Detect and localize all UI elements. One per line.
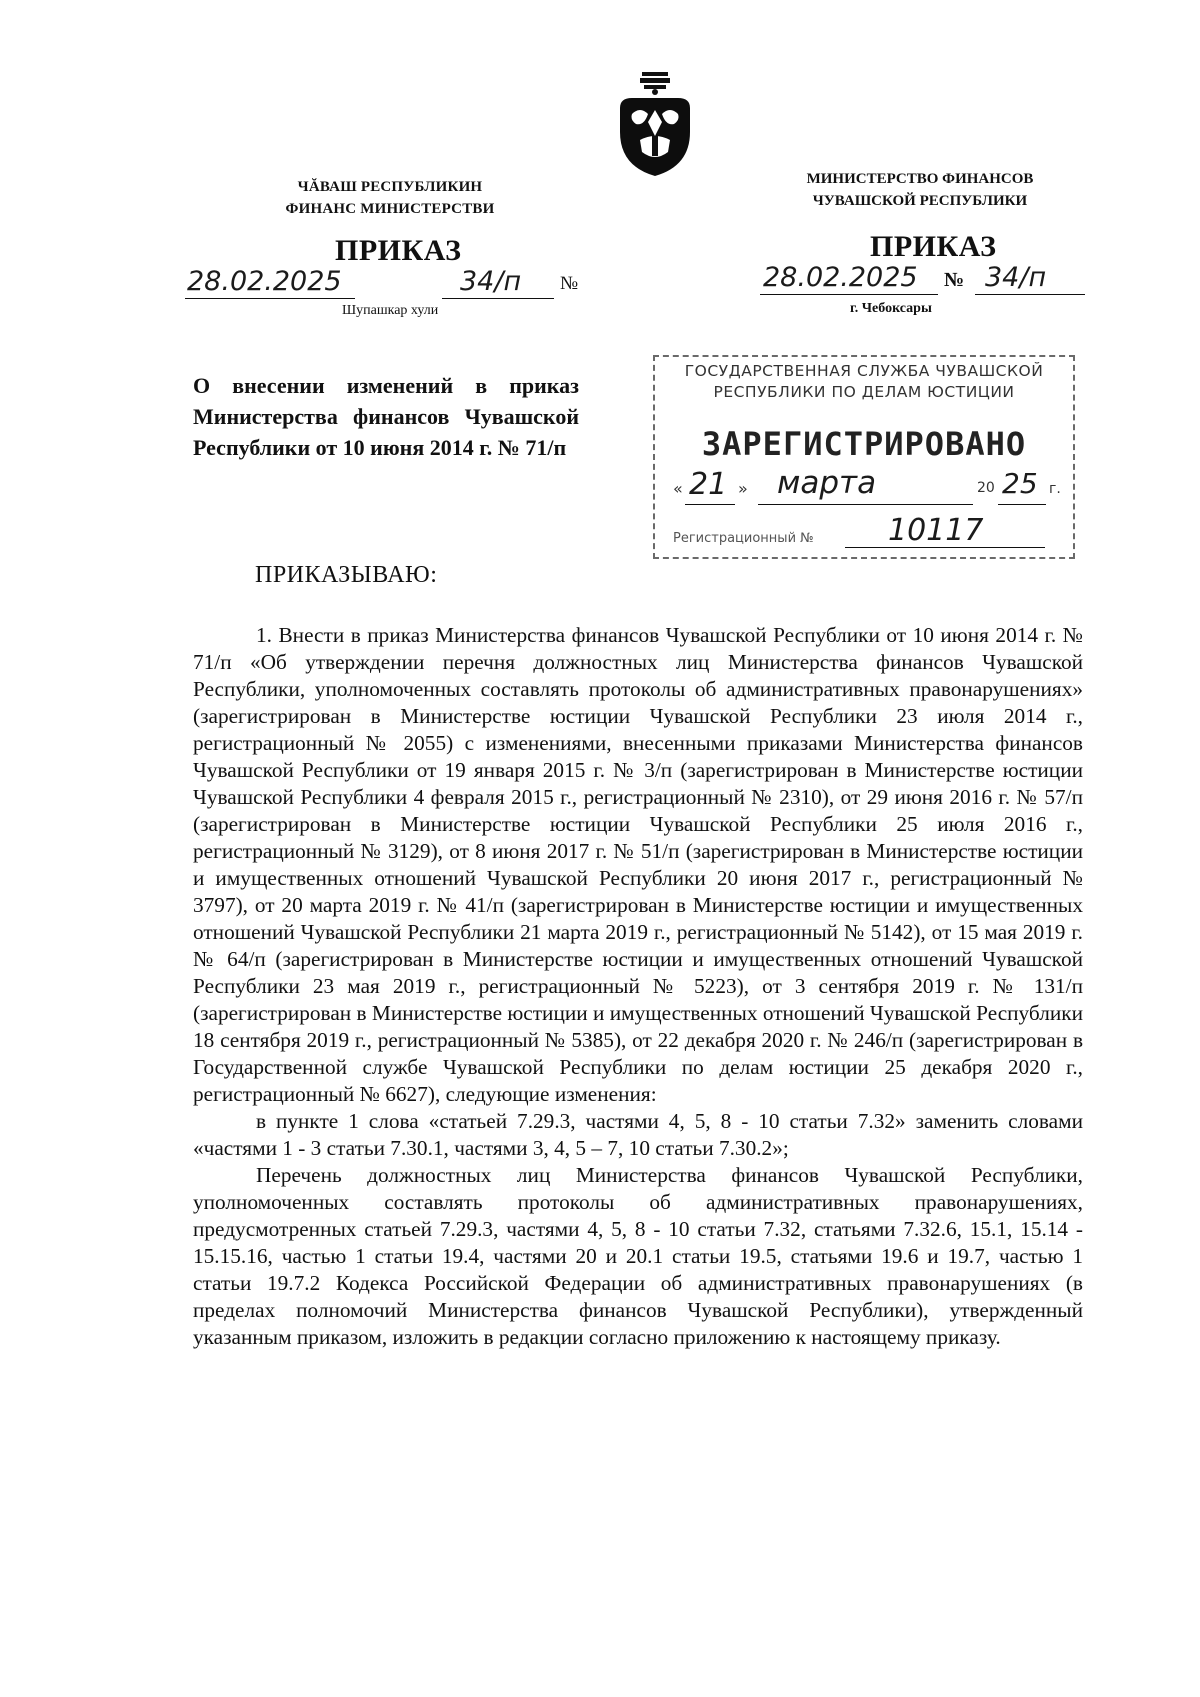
header-chuvash-ministry-name [240, 176, 540, 220]
order-title-left: ПРИКАЗ [335, 234, 462, 267]
date-underline-right [760, 294, 938, 295]
order-date-right: 28.02.2025 [763, 262, 918, 293]
place-right: г. Чебоксары [850, 301, 932, 316]
stamp-year-prefix: 20 [977, 480, 995, 496]
stamp-month-underline [758, 504, 973, 505]
order-directive-word: ПРИКАЗЫВАЮ: [255, 562, 438, 588]
stamp-reg-label: Регистрационный № [673, 531, 814, 546]
stamp-reg-underline [845, 547, 1045, 548]
header-right-line1: МИНИСТЕРСТВО ФИНАНСОВ [806, 171, 1034, 187]
order-number-right: 34/п [985, 262, 1047, 293]
order-subject: О внесении изменений в приказ Министерства финансов Чувашской Республики от 10 июня 2014 г. № 71/п [193, 373, 579, 460]
stamp-year-underline [998, 504, 1046, 505]
number-underline-left [442, 298, 554, 299]
order-date-left: 28.02.2025 [187, 266, 342, 297]
header-left-line1: ЧĂВАШ РЕСПУБЛИКИН [297, 179, 483, 195]
header-russian-ministry-name [770, 168, 1070, 212]
stamp-quote-close: » [738, 479, 748, 498]
stamp-year-suffix: 25 [1002, 467, 1038, 500]
place-left: Шупашкар хули [342, 303, 439, 318]
stamp-status: ЗАРЕГИСТРИРОВАНО [701, 425, 1027, 463]
stamp-day: 21 [689, 467, 728, 502]
registration-stamp [653, 355, 1075, 559]
header-right-line2: ЧУВАШСКОЙ РЕСПУБЛИКИ [812, 193, 1028, 209]
order-body [193, 622, 1083, 1351]
order-title-right: ПРИКАЗ [870, 230, 997, 263]
date-underline-left [185, 298, 355, 299]
order-number-left: 34/п [460, 266, 522, 297]
stamp-month: марта [777, 465, 877, 501]
body-paragraph: 1. Внести в приказ Министерства финансов Чувашской Республики от 10 июня 2014 г. № 71/п «Об утверждении перечня должностных лиц Министерства финансов Чувашской Республики, уполномоченных составлять протоколы об административных правонарушениях» (зарегистрирован в Министерстве юстиции Чувашской Республики 23 июля 2014 г., регистрационный № 2055) с изменениями, внесенными приказами Министерства финансов Чувашской Республики от 19 января 2015 г. № 3/п (зарегистрирован в Министерстве юстиции Чувашской Республики 4 февраля 2015 г., регистрационный № 2310), от 29 июня 2016 г. № 57/п (зарегистрирован в Министерстве юстиции Чувашской Республики 25 июля 2016 г., регистрационный № 3129), от 8 июня 2017 г. № 51/п (зарегистрирован в Министерстве юстиции и имущественных отношений Чувашской Республики 20 июня 2017 г., регистрационный № 3797), от 20 марта 2019 г. № 41/п (зарегистрирован в Министерстве юстиции и имущественных отношений Чувашской Республики 21 марта 2019 г., регистрационный № 5142), от 15 мая 2019 г. № 64/п (зарегистрирован в Министерстве юстиции и имущественных отношений Чувашской Республики 23 мая 2019 г., регистрационный № 5223), от 3 сентября 2019 г. № 131/п (зарегистрирован в Министерстве юстиции и имущественных отношений Чувашской Республики 18 сентября 2019 г., регистрационный № 5385), от 22 декабря 2020 г. № 246/п (зарегистрирован в Государственной службе Чувашской Республики по делам юстиции 25 декабря 2020 г., регистрационный № 6627), следующие изменения: [193, 623, 1083, 1106]
number-underline-right [975, 294, 1085, 295]
body-paragraph: Перечень должностных лиц Министерства финансов Чувашской Республики, уполномоченных составлять протоколы об административных правонарушениях, предусмотренных статьей 7.29.3, частями 4, 5, 8 - 10 статьи 7.32, статьями 7.32.6, 15.1, 15.14 - 15.15.16, частью 1 статьи 19.4, частями 20 и 20.1 статьи 19.5, статьями 19.6 и 19.7, частью 1 статьи 19.7.2 Кодекса Российской Федерации об административных правонарушениях (в пределах полномочий Министерства финансов Чувашской Республики), утвержденный указанным приказом, изложить в редакции согласно приложению к настоящему приказу. [193, 1163, 1083, 1349]
stamp-authority-line2: РЕСПУБЛИКИ ПО ДЕЛАМ ЮСТИЦИИ [713, 383, 1015, 401]
stamp-authority-line1: ГОСУДАРСТВЕННАЯ СЛУЖБА ЧУВАШСКОЙ [684, 362, 1044, 380]
coat-of-arms-emblem [610, 70, 700, 180]
number-sign-left: № [560, 273, 579, 294]
stamp-reg-number: 10117 [888, 513, 984, 548]
stamp-year-unit: г. [1049, 481, 1061, 497]
number-sign-right: № [944, 269, 965, 291]
body-paragraph: в пункте 1 слова «статьей 7.29.3, частями 4, 5, 8 - 10 статьи 7.32» заменить словами «частями 1 - 3 статьи 7.30.1, частями 3, 4, 5 – 7, 10 статьи 7.30.2»; [193, 1109, 1083, 1160]
header-left-line2: ФИНАНС МИНИСТЕРСТВИ [285, 201, 495, 217]
stamp-quote-open: « [673, 479, 683, 498]
stamp-day-underline [685, 504, 735, 505]
